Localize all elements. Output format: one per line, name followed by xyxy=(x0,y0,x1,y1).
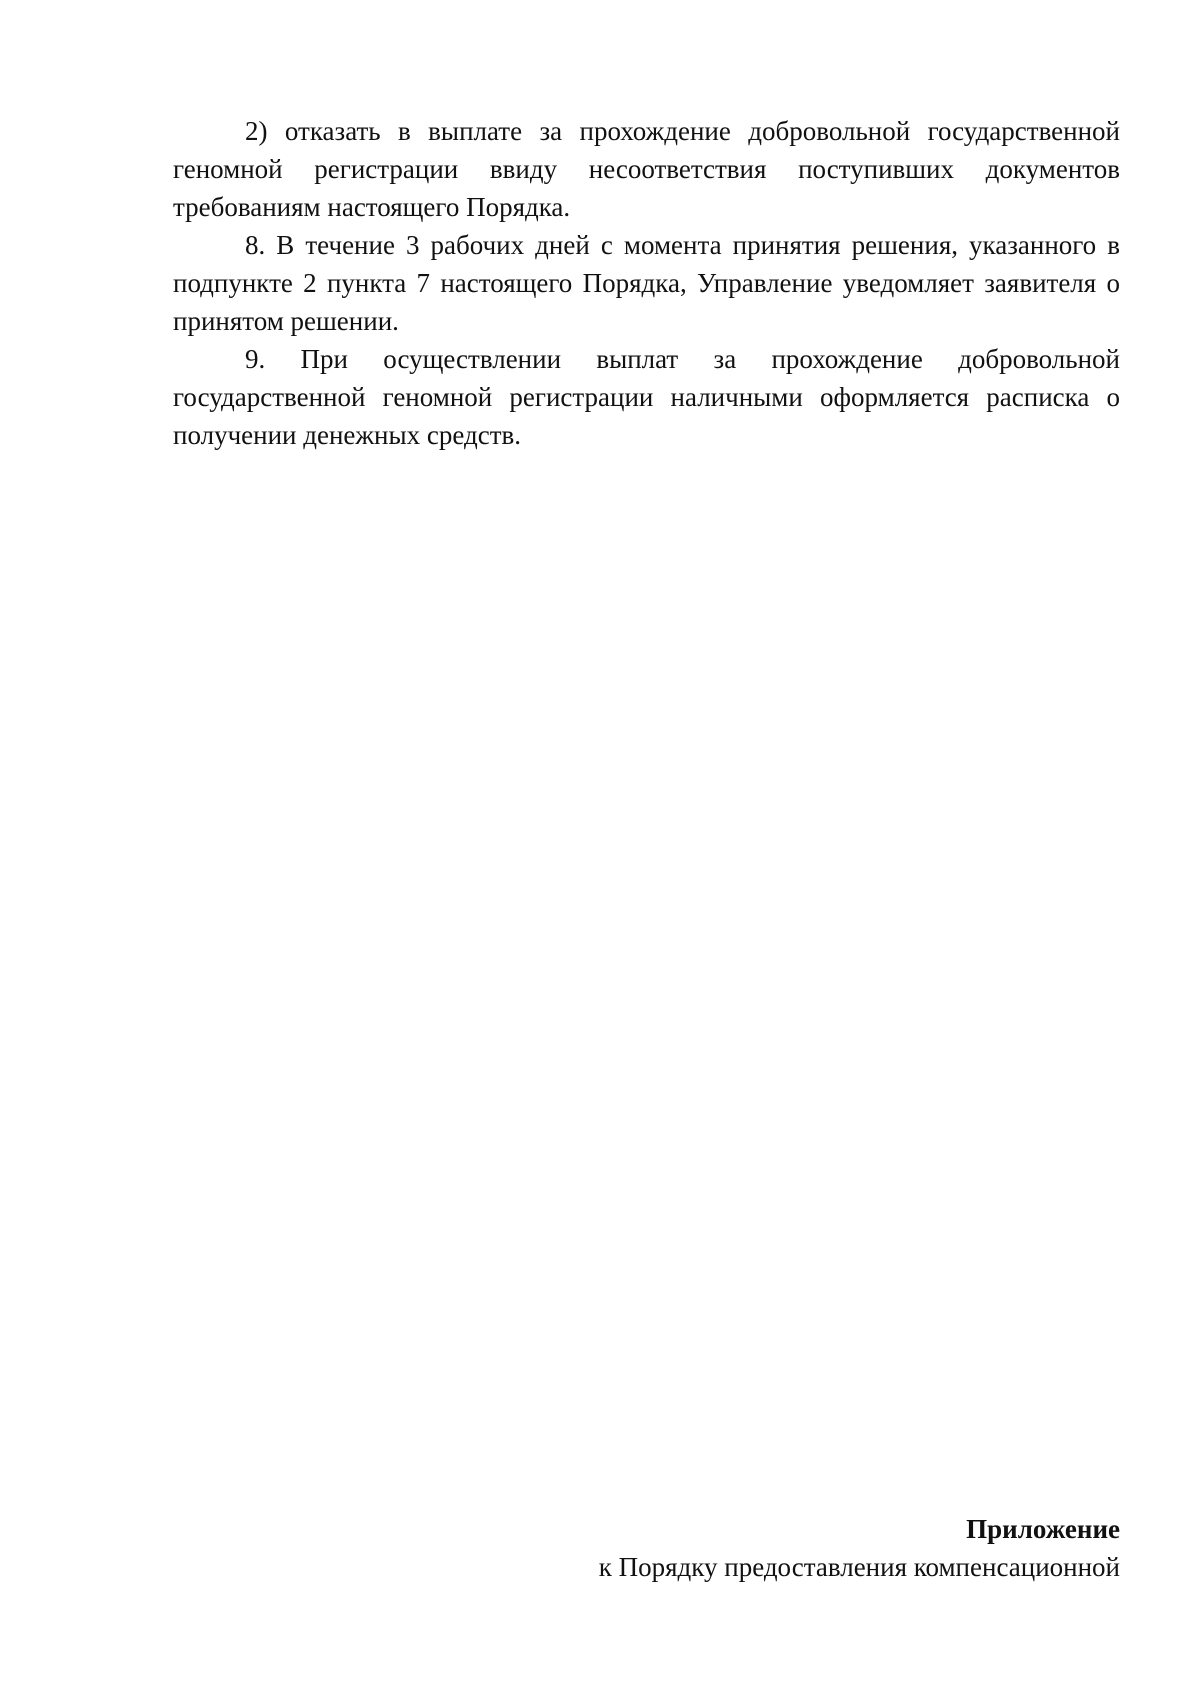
paragraph-refusal: 2) отказать в выплате за прохождение добровольной государственной геномной регистрации ввиду несоответствия поступивших документов требованиям настоящего Порядка. xyxy=(173,116,1120,222)
appendix-subtitle: к Порядку предоставления компенсационной xyxy=(598,1552,1120,1582)
paragraph-9-cash-payments: 9. При осуществлении выплат за прохождение добровольной государственной геномной регистрации наличными оформляется расписка о получении денежных средств. xyxy=(173,344,1120,450)
document-body xyxy=(173,112,1120,454)
paragraph-8-notification: 8. В течение 3 рабочих дней с момента принятия решения, указанного в подпункте 2 пункта 7 настоящего Порядка, Управление уведомляет заявителя о принятом решении. xyxy=(173,230,1120,336)
appendix-header xyxy=(420,1510,1120,1586)
appendix-title: Приложение xyxy=(966,1514,1120,1544)
